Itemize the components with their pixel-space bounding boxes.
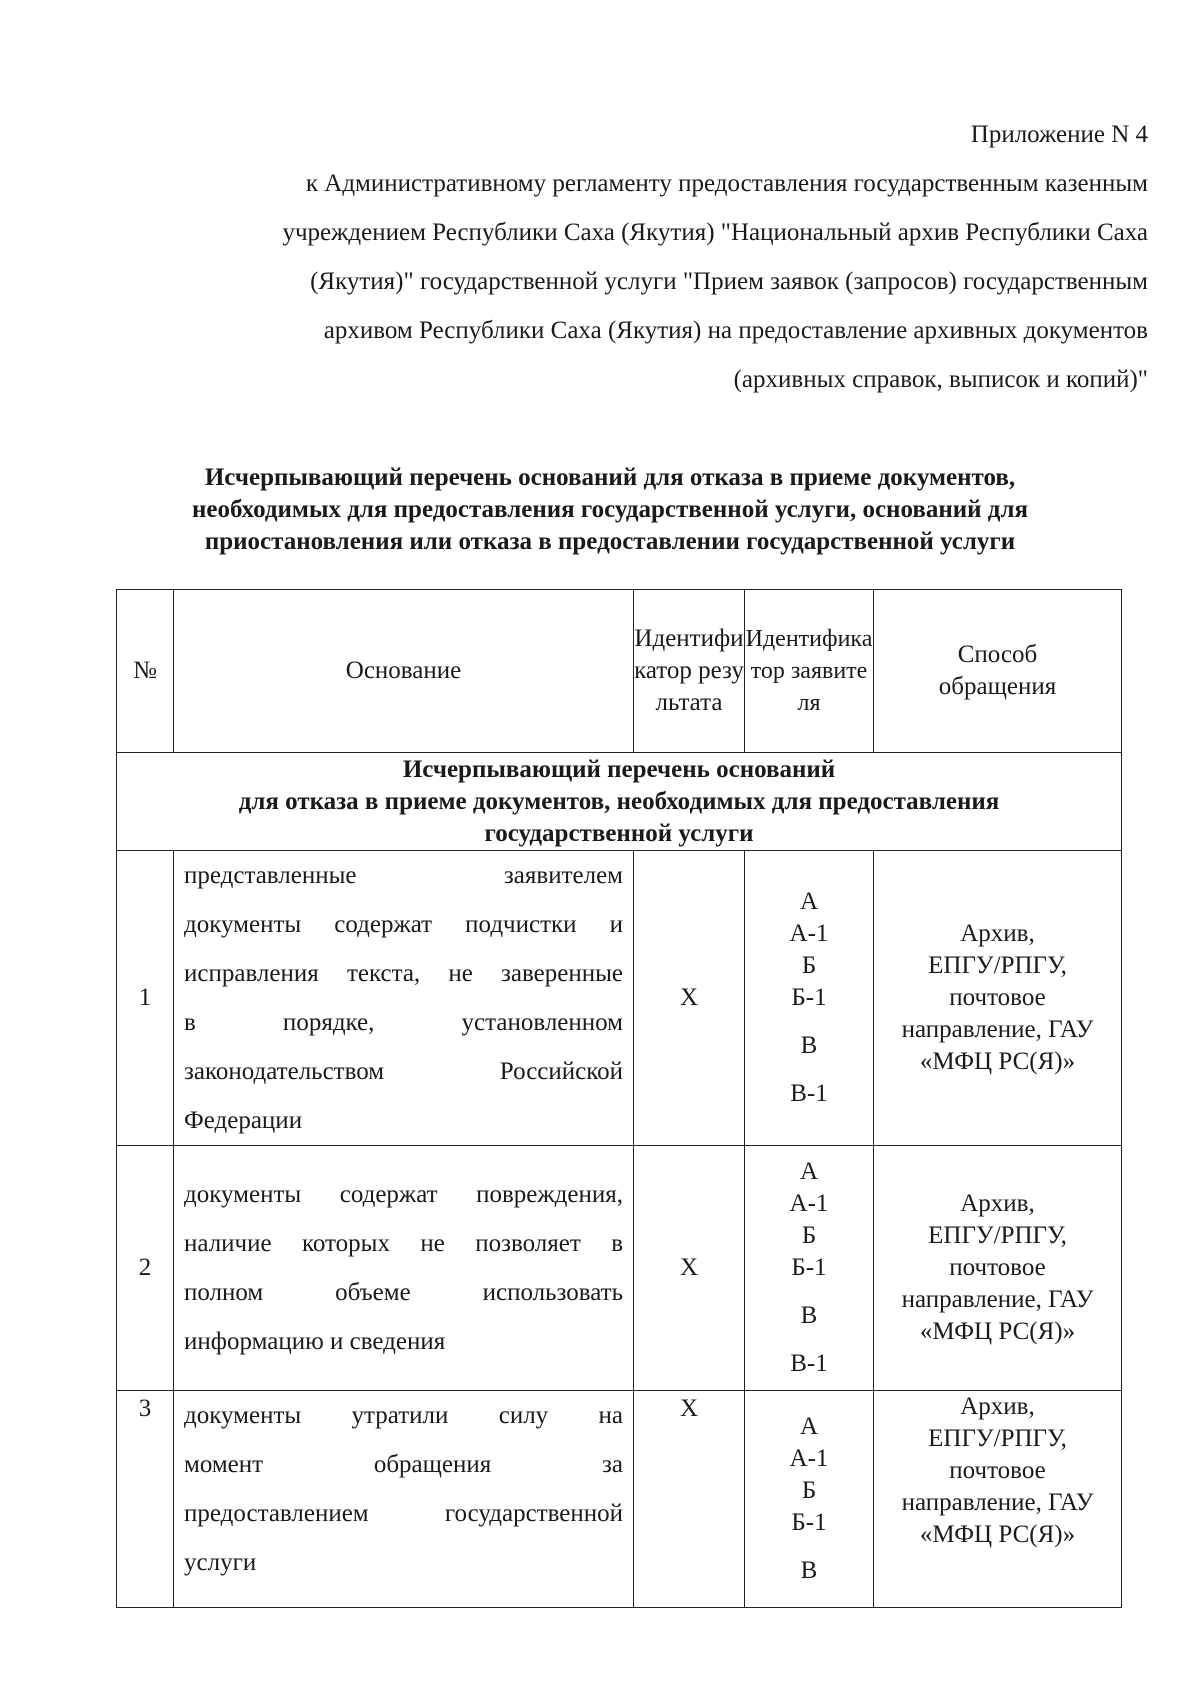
channel-line: «МФЦ РС(Я)» [919, 1318, 1076, 1345]
title-line: необходимых для предоставления государственной услуги, оснований для [191, 496, 1028, 523]
applicant-code: В [800, 1032, 818, 1059]
ground-line: предоставлением государственной [184, 1500, 623, 1527]
ground-line: момент обращения за [184, 1451, 623, 1478]
channel-line: «МФЦ РС(Я)» [919, 1048, 1076, 1075]
ground-line: исправления текста, не заверенные [184, 960, 623, 987]
row-applicant-id [745, 1391, 874, 1608]
section-line: Исчерпывающий перечень оснований [402, 755, 836, 783]
channel-line: направление, ГАУ [901, 1286, 1094, 1313]
row-num: 3 [117, 1391, 174, 1608]
row-channel [874, 1391, 1122, 1608]
appendix-line: учреждением Республики Саха (Якутия) "Национальный архив Республики Саха [282, 219, 1148, 246]
section-row [117, 753, 1122, 851]
applicant-code: В-1 [790, 1080, 828, 1107]
row-ground [174, 1146, 634, 1391]
table-header-row [117, 590, 1122, 753]
channel-line: ЕПГУ/РПГУ, [928, 952, 1067, 979]
table-row [117, 851, 1122, 1146]
header-result-id: Идентификатор результата [634, 590, 745, 753]
header-channel: Способ обращения [874, 590, 1122, 753]
ground-line: документы утратили силу на [184, 1402, 623, 1429]
applicant-code: В [800, 1302, 818, 1329]
row-channel [874, 1146, 1122, 1391]
row-result-id: Х [634, 851, 745, 1146]
applicant-code: А [799, 888, 819, 915]
section-heading [117, 753, 1122, 851]
appendix-line: к Административному регламенту предоставления государственным казенным [305, 170, 1148, 197]
table-row [117, 1146, 1122, 1391]
ground-line: законодательством Российской [184, 1058, 623, 1085]
row-result-id: Х [634, 1391, 745, 1608]
applicant-code: А-1 [789, 1190, 829, 1217]
channel-line: «МФЦ РС(Я)» [919, 1521, 1076, 1548]
title-line: приостановления или отказа в предоставлении государственной услуги [204, 528, 1016, 555]
grounds-table [116, 589, 1122, 1608]
appendix-line: (Якутия)" государственной услуги "Прием заявок (запросов) государственным [310, 268, 1148, 295]
ground-line: документы содержат повреждения, [184, 1181, 623, 1208]
header-applicant-id: Идентификатор заявителя [745, 590, 874, 753]
row-applicant-id [745, 1146, 874, 1391]
applicant-code: Б [801, 1477, 817, 1504]
applicant-code: В-1 [790, 1350, 828, 1377]
applicant-code: Б-1 [791, 1509, 827, 1536]
section-line: государственной услуги [484, 819, 754, 847]
row-ground [174, 1391, 634, 1608]
ground-line: документы содержат подчистки и [184, 911, 623, 938]
ground-line: в порядке, установленном [184, 1009, 623, 1036]
channel-line: почтовое [949, 1254, 1046, 1281]
row-ground [174, 851, 634, 1146]
channel-line: почтовое [949, 984, 1046, 1011]
appendix-line: архивом Республики Саха (Якутия) на предоставление архивных документов [323, 317, 1148, 344]
ground-line: Федерации [184, 1107, 303, 1134]
channel-line: Архив, [960, 920, 1035, 947]
channel-line: направление, ГАУ [901, 1016, 1094, 1043]
applicant-code: Б-1 [791, 1254, 827, 1281]
row-channel [874, 851, 1122, 1146]
ground-line: услуги [184, 1549, 257, 1576]
channel-line: ЕПГУ/РПГУ, [928, 1425, 1067, 1452]
applicant-code: А [799, 1158, 819, 1185]
header-num: № [117, 590, 174, 753]
applicant-code: Б-1 [791, 984, 827, 1011]
applicant-code: Б [801, 1222, 817, 1249]
section-line: для отказа в приеме документов, необходимых для предоставления [238, 787, 1000, 815]
applicant-code: А-1 [789, 1445, 829, 1472]
channel-line: ЕПГУ/РПГУ, [928, 1222, 1067, 1249]
document-title [110, 462, 1110, 558]
channel-line: направление, ГАУ [901, 1489, 1094, 1516]
ground-line: представленные заявителем [184, 862, 623, 889]
applicant-code: А [799, 1413, 819, 1440]
ground-line: полном объеме использовать [184, 1279, 623, 1306]
row-num: 2 [117, 1146, 174, 1391]
channel-line: почтовое [949, 1457, 1046, 1484]
header-ground: Основание [174, 590, 634, 753]
applicant-code: А-1 [789, 920, 829, 947]
channel-line: Архив, [960, 1393, 1035, 1420]
ground-line: наличие которых не позволяет в [184, 1230, 623, 1257]
channel-line: Архив, [960, 1190, 1035, 1217]
appendix-line: (архивных справок, выписок и копий)" [733, 366, 1148, 393]
applicant-code: В [800, 1557, 818, 1584]
title-line: Исчерпывающий перечень оснований для отказа в приеме документов, [204, 464, 1016, 491]
appendix-header [188, 110, 1148, 404]
row-result-id: Х [634, 1146, 745, 1391]
applicant-code: Б [801, 952, 817, 979]
appendix-line: Приложение N 4 [970, 121, 1148, 148]
table-row [117, 1391, 1122, 1608]
ground-line: информацию и сведения [184, 1328, 446, 1355]
row-num: 1 [117, 851, 174, 1146]
row-applicant-id [745, 851, 874, 1146]
